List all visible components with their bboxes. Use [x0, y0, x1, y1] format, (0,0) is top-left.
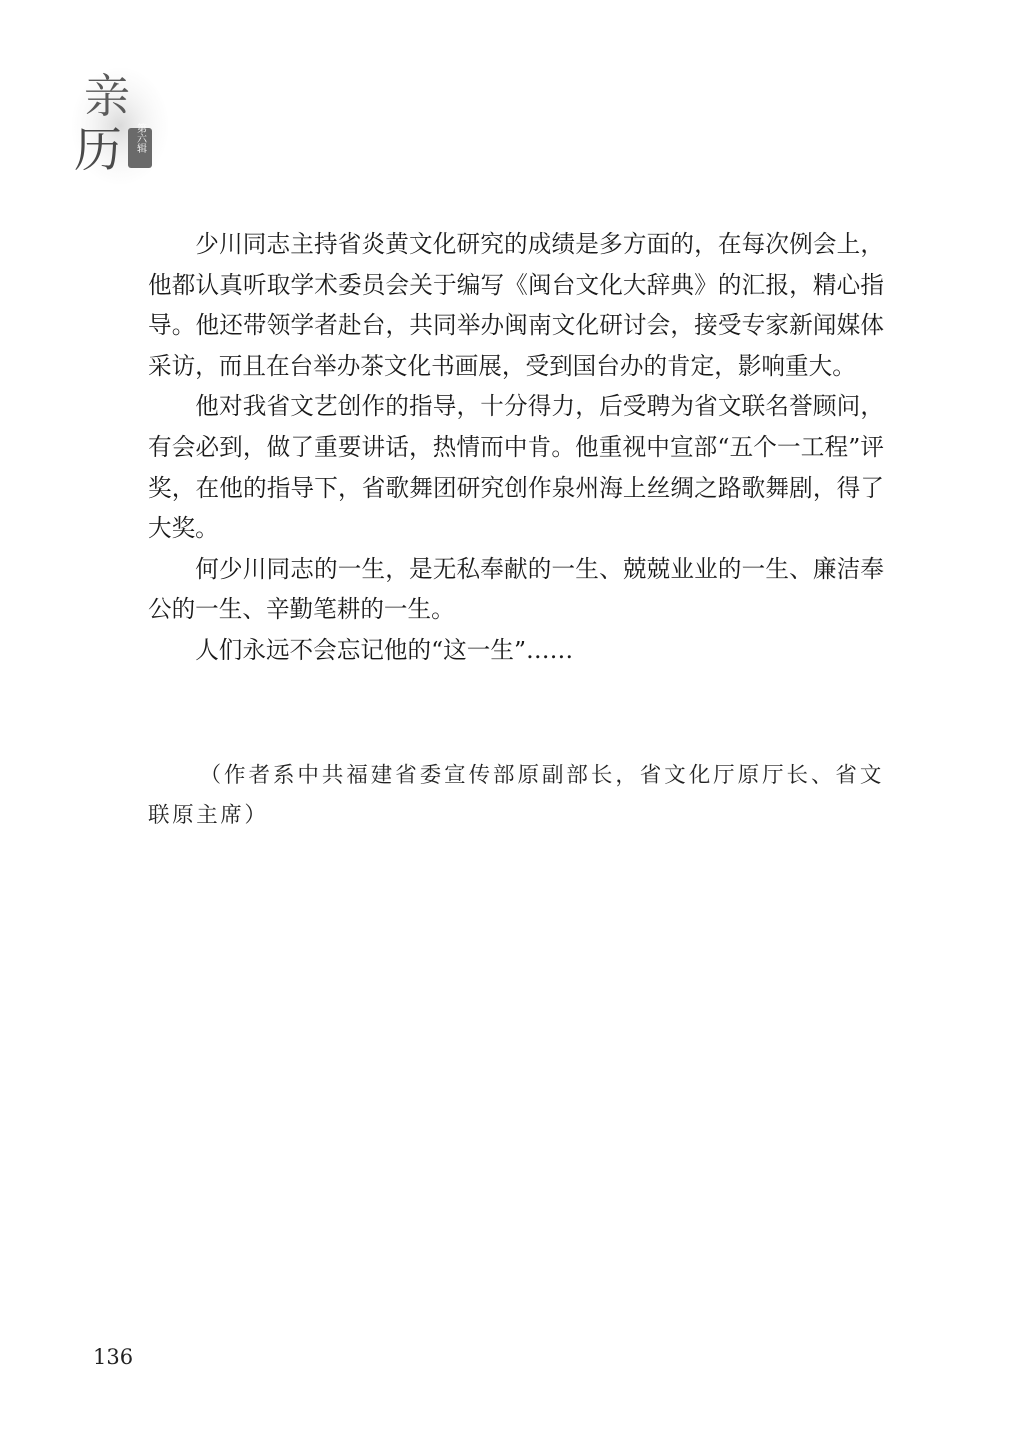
logo-graphic [68, 60, 168, 186]
page-number: 136 [93, 1345, 134, 1369]
article-body [148, 224, 884, 671]
paragraph-1: 少川同志主持省炎黄文化研究的成绩是多方面的，在每次例会上，他都认真听取学术委员会关于编写《闽台文化大辞典》的汇报，精心指导。他还带领学者赴台，共同举办闽南文化研讨会，接受专家新闻媒体采访，而且在台举办茶文化书画展，受到国台办的肯定，影响重大。 [148, 230, 884, 380]
author-note: （作者系中共福建省委宣传部原副部长，省文化厅原厅长、省文联原主席） [148, 763, 884, 828]
book-series-logo [68, 60, 168, 186]
logo-seal-text: 第六辑 [134, 123, 146, 153]
paragraph-4: 人们永远不会忘记他的“这一生”…… [195, 635, 574, 664]
logo-char-2: 历 [74, 122, 123, 178]
paragraph-3: 何少川同志的一生，是无私奉献的一生、兢兢业业的一生、廉洁奉公的一生、辛勤笔耕的一生。 [148, 554, 884, 624]
paragraph-2: 他对我省文艺创作的指导，十分得力，后受聘为省文联名誉顾问，有会必到，做了重要讲话，热情而中肯。他重视中宣部“五个一工程”评奖，在他的指导下，省歌舞团研究创作泉州海上丝绸之路歌舞剧，得了大奖。 [148, 392, 884, 543]
logo-char-1: 亲 [84, 69, 130, 123]
